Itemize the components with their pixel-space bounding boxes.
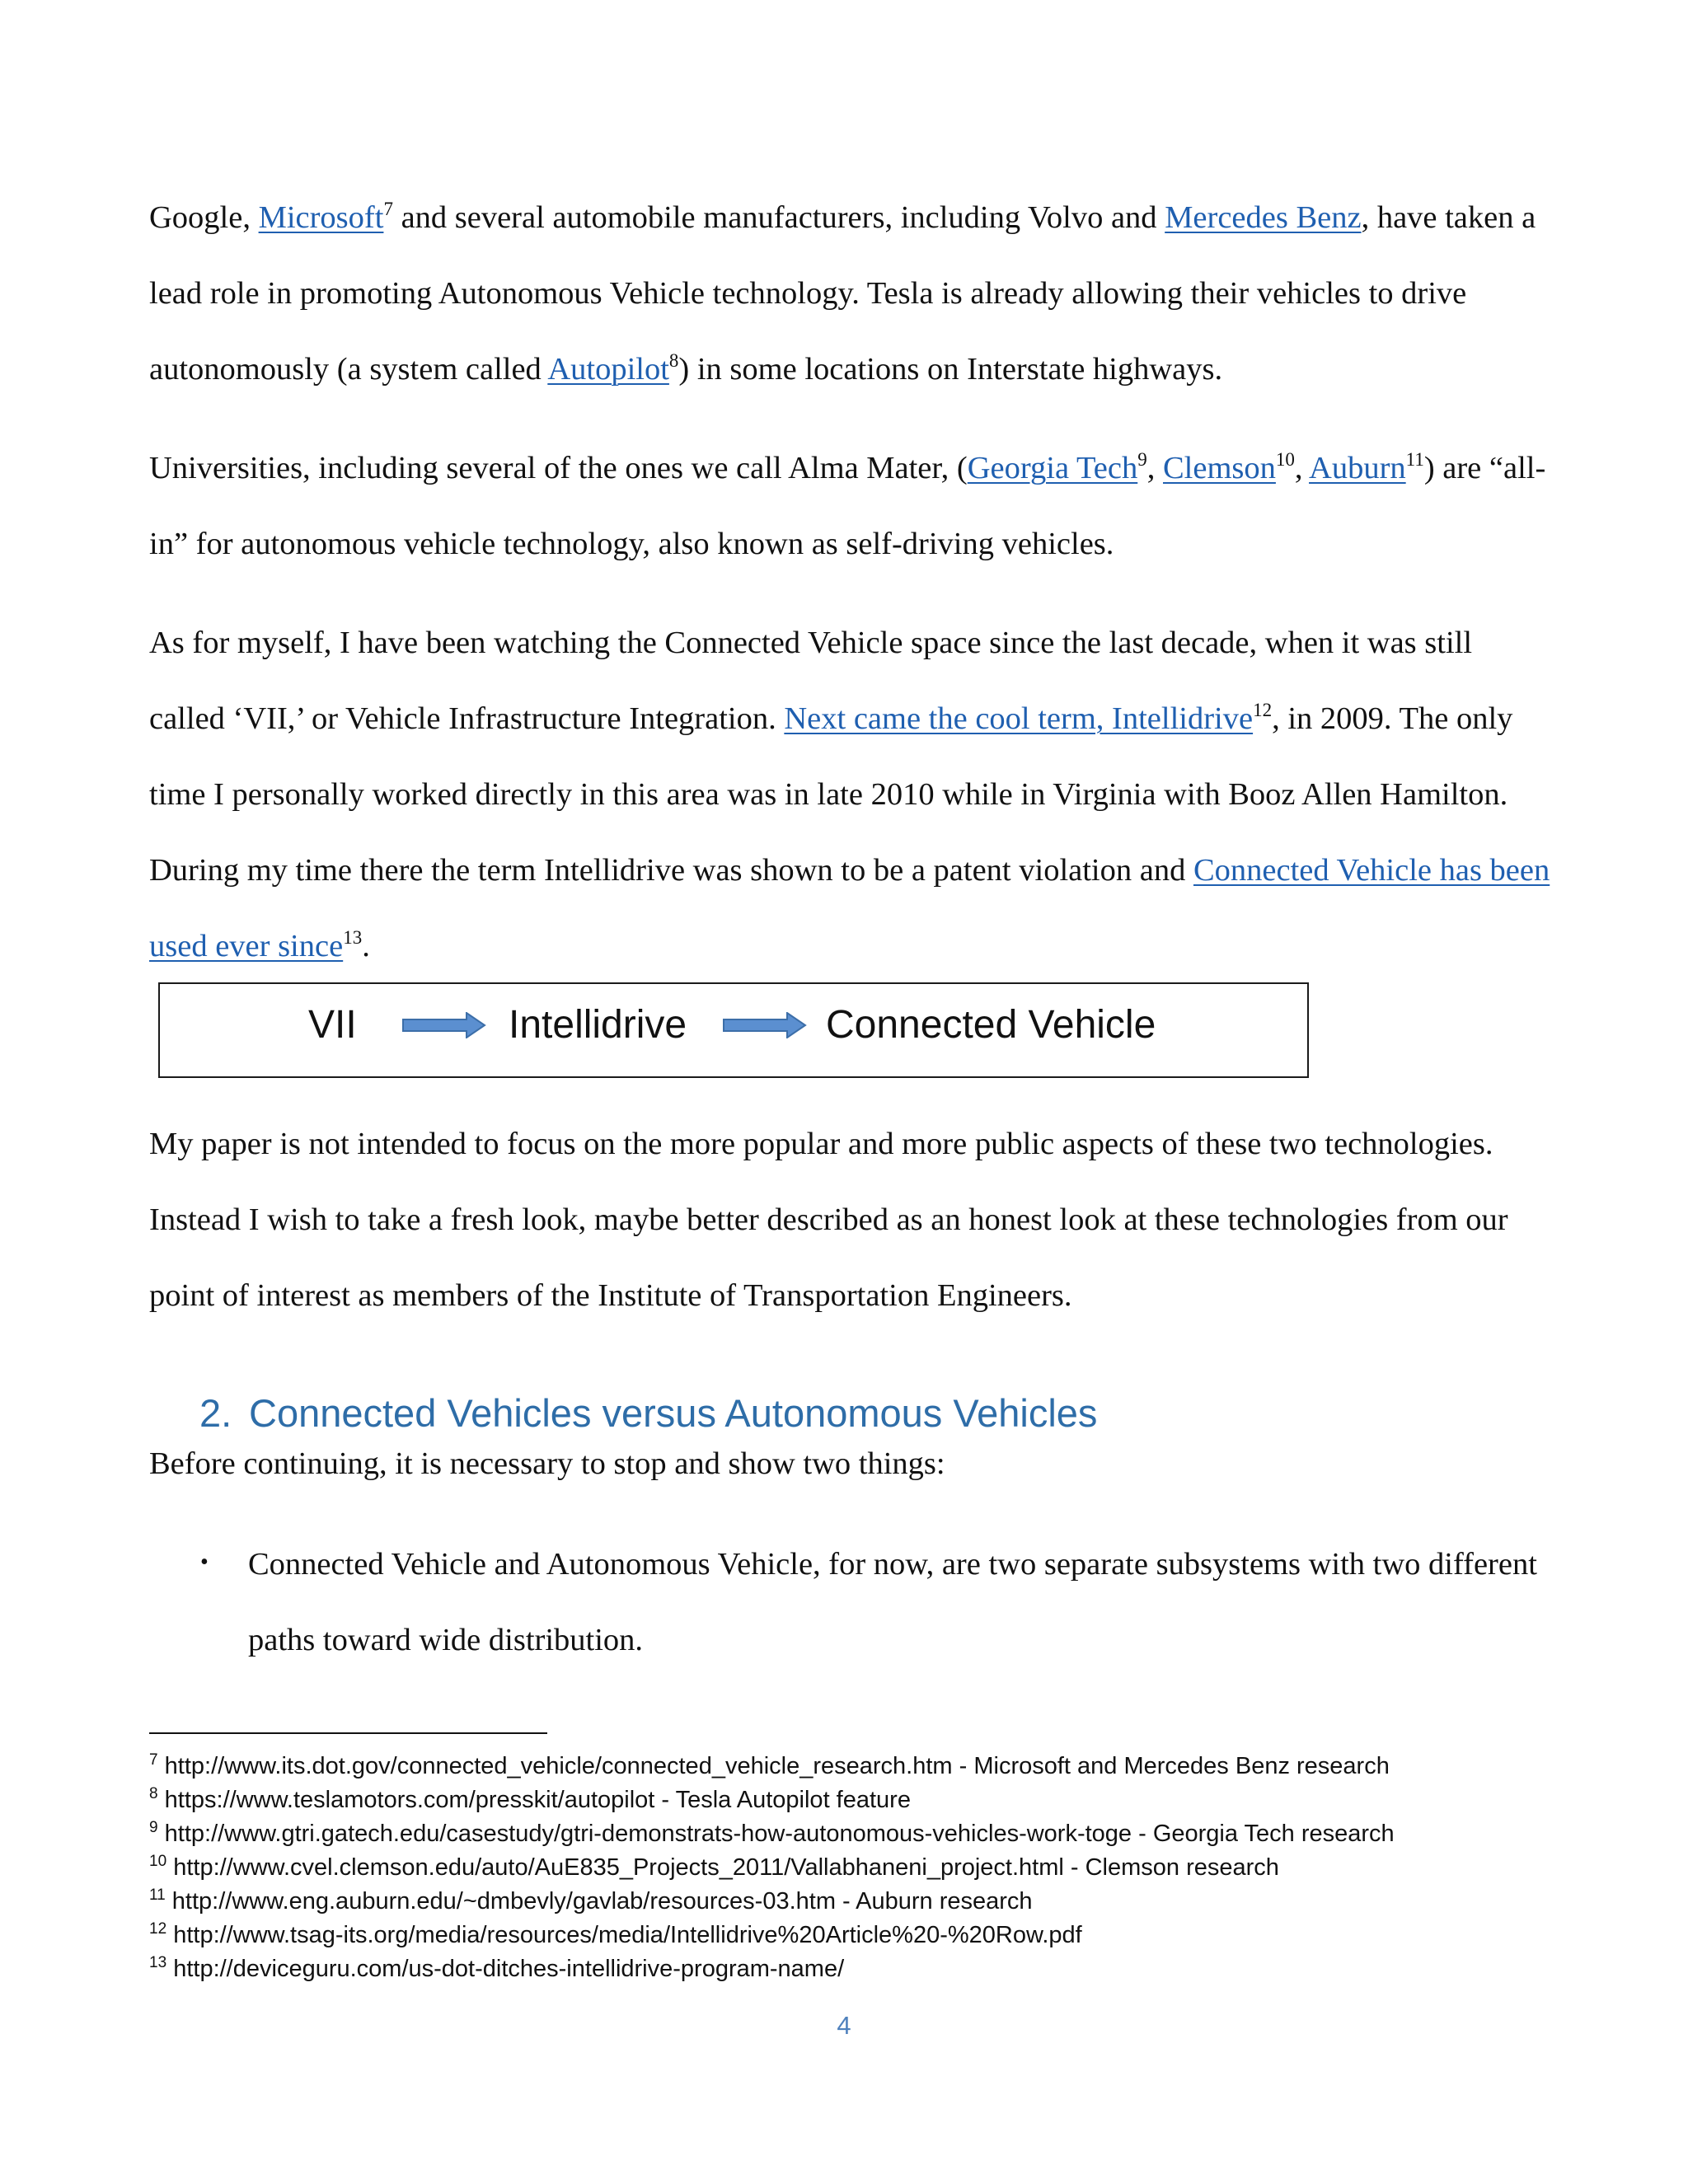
footnote-number: 7: [149, 1751, 158, 1769]
footnote-11: [149, 1885, 1666, 1919]
link-mercedes-benz[interactable]: Mercedes Benz: [1165, 200, 1362, 235]
text-run: ) are “all-in” for autonomous vehicle technology, also known as self-driving vehicles.: [149, 451, 1546, 561]
paragraph-before-continuing: Before continuing, it is necessary to stop and show two things:: [149, 1446, 945, 1481]
text-run: , in 2009. The only time I personally worked directly in this area was in late 2010 while in Virginia with Booz Allen Hamilton. During my time there the term Intellidrive was shown to be a patent violation and: [149, 701, 1513, 888]
footnote-text[interactable]: http://www.cvel.clemson.edu/auto/AuE835_Projects_2011/Vallabhaneni_project.html - Clemson research: [166, 1854, 1279, 1881]
footnote-ref-8[interactable]: 8: [668, 350, 679, 371]
footnote-number: 8: [149, 1785, 158, 1802]
footnote-ref-10[interactable]: 10: [1275, 449, 1295, 470]
footnote-text[interactable]: https://www.teslamotors.com/presskit/autopilot - Tesla Autopilot feature: [157, 1787, 911, 1813]
section-title: Connected Vehicles versus Autonomous Vehicles: [249, 1391, 1098, 1435]
text-run: Universities, including several of the ones we call Alma Mater, (: [149, 451, 968, 485]
footnote-text[interactable]: http://deviceguru.com/us-dot-ditches-intellidrive-program-name/: [166, 1956, 845, 1982]
footnote-ref-7[interactable]: 7: [383, 199, 393, 219]
terminology-flow-diagram: [158, 982, 1309, 1078]
footnote-ref-11[interactable]: 11: [1405, 449, 1424, 470]
flow-step-intellidrive: Intellidrive: [509, 1003, 687, 1047]
footnote-10: [149, 1851, 1666, 1885]
text-run: ,: [1294, 451, 1310, 485]
page-number: 4: [837, 2011, 851, 2040]
footnote-number: 10: [149, 1853, 167, 1870]
paragraph-universities: [149, 430, 1550, 582]
text-run: As for myself, I have been watching the Connected Vehicle space since the last decade, when it was still called ‘VII,’ or Vehicle Infrastructure Integration.: [149, 626, 1473, 736]
link-microsoft[interactable]: Microsoft: [258, 200, 384, 235]
footnote-text[interactable]: http://www.tsag-its.org/media/resources/media/Intellidrive%20Article%20-%20Row.pdf: [166, 1922, 1082, 1948]
flow-step-connected-vehicle: Connected Vehicle: [826, 1003, 1156, 1047]
bullet-marker: •: [200, 1549, 209, 1575]
footnote-13: [149, 1952, 1666, 1986]
paragraph-purpose: My paper is not intended to focus on the more popular and more public aspects of these two technologies. Instead I wish to take a fresh look, maybe better described as an honest look at these technologies from our point of interest as members of the Institute of Transportation Engineers.: [149, 1127, 1508, 1313]
footnote-separator: [149, 1732, 547, 1734]
footnote-number: 11: [149, 1886, 166, 1904]
footnote-number: 9: [149, 1819, 158, 1836]
footnote-9: [149, 1817, 1666, 1851]
footnote-text[interactable]: http://www.its.dot.gov/connected_vehicle/connected_vehicle_research.htm - Microsoft and Mercedes Benz research: [157, 1753, 1390, 1779]
text-run: ) in some locations on Interstate highways.: [678, 352, 1223, 387]
footnote-ref-13[interactable]: 13: [343, 927, 363, 948]
footnote-number: 13: [149, 1954, 167, 1971]
text-run: .: [362, 929, 370, 963]
right-arrow-icon: [402, 1012, 486, 1038]
link-autopilot[interactable]: Autopilot: [547, 352, 669, 387]
list-item: Connected Vehicle and Autonomous Vehicle, for now, are two separate subsystems with two different paths toward wide distribution.: [248, 1547, 1537, 1657]
text-run: Google,: [149, 200, 259, 235]
link-connected-vehicle[interactable]: Connected Vehicle has been used ever since: [149, 853, 1550, 963]
footnote-ref-12[interactable]: 12: [1253, 700, 1273, 720]
footnote-12: [149, 1919, 1666, 1952]
right-arrow-icon: [723, 1012, 807, 1038]
link-clemson[interactable]: Clemson: [1163, 451, 1276, 485]
footnote-text[interactable]: http://www.eng.auburn.edu/~dmbevly/gavlab/resources-03.htm - Auburn research: [165, 1888, 1033, 1915]
link-auburn[interactable]: Auburn: [1309, 451, 1406, 485]
link-georgia-tech[interactable]: Georgia Tech: [967, 451, 1138, 485]
section-number: 2.: [199, 1391, 232, 1435]
footnote-number: 12: [149, 1920, 167, 1938]
footnote-text[interactable]: http://www.gtri.gatech.edu/casestudy/gtri-demonstrats-how-autonomous-vehicles-work-toge - Georgia Tech research: [157, 1821, 1395, 1847]
footnote-8: [149, 1783, 1666, 1817]
footnote-7: [149, 1750, 1666, 1783]
text-run: , have taken a lead role in promoting Autonomous Vehicle technology. Tesla is already allowing their vehicles to drive autonomously (a system called: [149, 200, 1536, 387]
footnote-ref-9[interactable]: 9: [1137, 449, 1147, 470]
text-run: ,: [1146, 451, 1163, 485]
flow-step-vii: VII: [308, 1003, 357, 1047]
footnotes: [149, 1750, 1666, 1986]
paragraph-intro: [149, 180, 1550, 407]
paragraph-history: [149, 605, 1550, 984]
link-intellidrive[interactable]: Next came the cool term, Intellidrive: [784, 701, 1254, 736]
text-run: and several automobile manufacturers, including Volvo and: [392, 200, 1165, 235]
